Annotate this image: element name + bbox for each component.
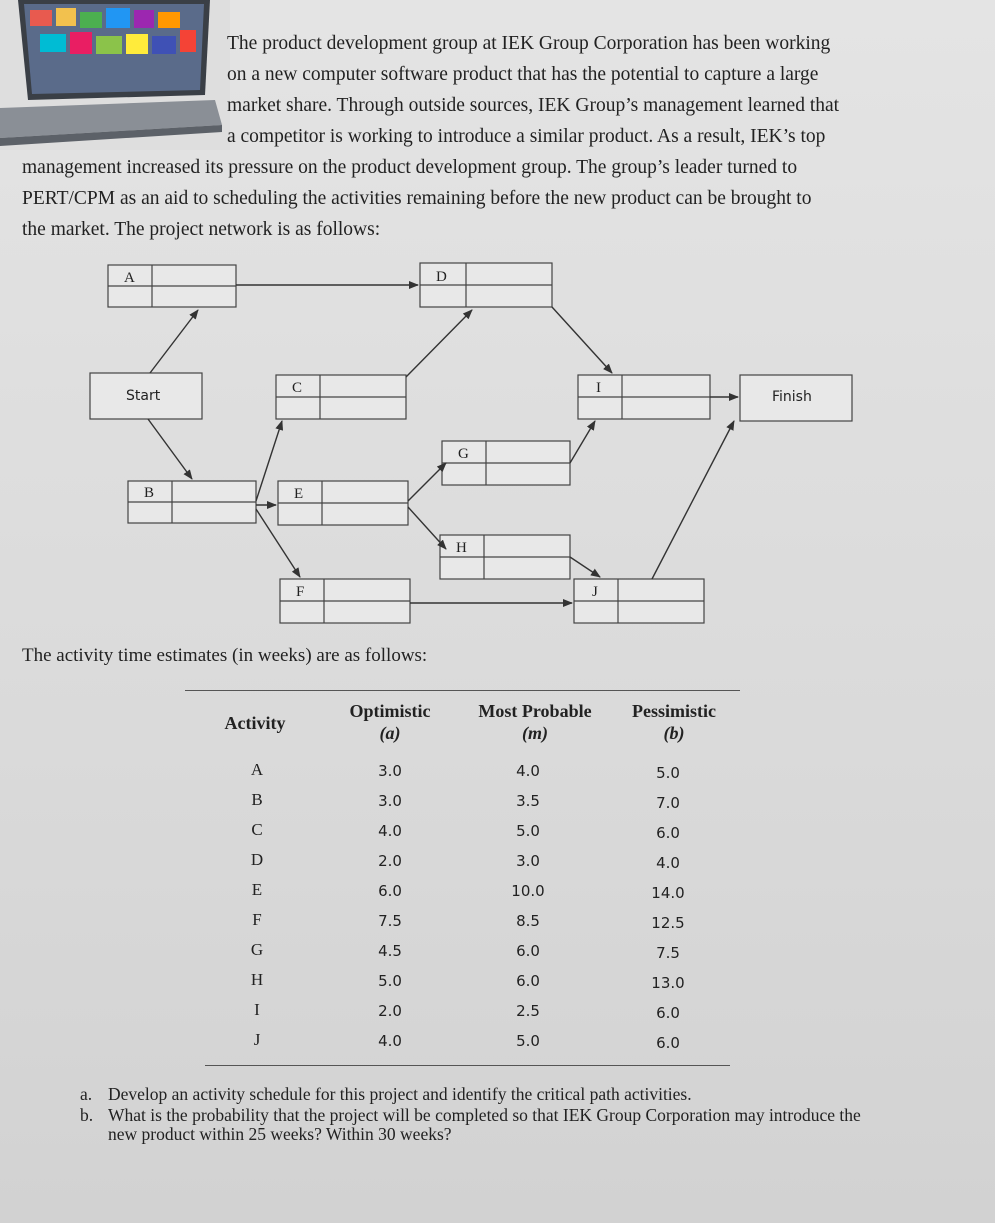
node-j-label: J bbox=[592, 584, 598, 600]
cell-most-probable: 6.0 bbox=[516, 942, 540, 960]
cell-optimistic: 7.5 bbox=[378, 912, 402, 930]
node-g-label: G bbox=[458, 446, 469, 462]
cell-activity: B bbox=[251, 790, 263, 809]
header-optimistic-label: Optimistic bbox=[349, 701, 431, 721]
question-a-label: a. bbox=[80, 1084, 93, 1104]
cell-optimistic: 2.0 bbox=[378, 852, 402, 870]
cell-activity: D bbox=[250, 850, 264, 869]
cell-pessimistic: 12.5 bbox=[651, 914, 685, 932]
header-most-probable-symbol: (m) bbox=[522, 723, 548, 743]
cell-pessimistic: 4.0 bbox=[656, 854, 680, 872]
cell-activity: H bbox=[250, 970, 264, 989]
arrow-start-b bbox=[148, 419, 192, 479]
cell-optimistic: 4.0 bbox=[378, 1032, 402, 1050]
arrow-e-h bbox=[408, 507, 446, 549]
header-most-probable bbox=[465, 700, 605, 744]
cell-optimistic: 3.0 bbox=[378, 792, 402, 810]
cell-most-probable: 4.0 bbox=[516, 762, 540, 780]
question-b-label: b. bbox=[80, 1105, 94, 1125]
cell-pessimistic: 6.0 bbox=[656, 1034, 680, 1052]
arrow-g-i bbox=[570, 421, 595, 463]
arrow-e-g bbox=[408, 463, 446, 501]
header-pessimistic-symbol: (b) bbox=[663, 723, 685, 743]
cell-activity: A bbox=[250, 760, 264, 779]
node-finish-label: Finish bbox=[772, 389, 812, 405]
header-most-probable-label: Most Probable bbox=[478, 701, 592, 721]
arrow-j-finish bbox=[652, 421, 734, 579]
node-f-label: F bbox=[296, 584, 305, 600]
cell-activity: E bbox=[251, 880, 263, 899]
cell-most-probable: 10.0 bbox=[511, 882, 545, 900]
node-c-label: C bbox=[292, 380, 303, 396]
question-a bbox=[80, 1085, 880, 1104]
question-b bbox=[80, 1106, 880, 1144]
node-a-label: A bbox=[124, 270, 135, 286]
node-d-label: D bbox=[436, 269, 447, 285]
cell-activity: I bbox=[254, 1000, 260, 1019]
arrow-start-a bbox=[150, 310, 198, 373]
table-bottom-rule bbox=[205, 1065, 730, 1066]
node-h-label: H bbox=[456, 540, 467, 556]
intro-line-5: management increased its pressure on the product development group. The group’s leader turned to bbox=[22, 157, 798, 178]
cell-most-probable: 5.0 bbox=[516, 822, 540, 840]
cell-most-probable: 5.0 bbox=[516, 1032, 540, 1050]
question-list bbox=[80, 1085, 880, 1146]
node-start-label: Start bbox=[126, 388, 161, 404]
cell-optimistic: 2.0 bbox=[378, 1002, 402, 1020]
header-pessimistic bbox=[617, 700, 731, 744]
intro-line-4: a competitor is working to introduce a similar product. As a result, IEK’s top bbox=[227, 126, 826, 147]
intro-line-7: the market. The project network is as follows: bbox=[22, 219, 381, 240]
cell-activity: G bbox=[250, 940, 264, 959]
intro-line-2: on a new computer software product that has the potential to capture a large bbox=[227, 64, 819, 85]
intro-line-3: market share. Through outside sources, IEK Group’s management learned that bbox=[227, 95, 840, 116]
header-activity: Activity bbox=[224, 713, 286, 733]
node-i-label: I bbox=[596, 380, 601, 396]
problem-intro bbox=[22, 28, 927, 245]
cell-most-probable: 2.5 bbox=[516, 1002, 540, 1020]
cell-pessimistic: 5.0 bbox=[656, 764, 680, 782]
arrow-d-i bbox=[552, 307, 612, 373]
cell-pessimistic: 7.5 bbox=[656, 944, 680, 962]
cell-activity: C bbox=[251, 820, 263, 839]
time-estimates-intro: The activity time estimates (in weeks) are as follows: bbox=[22, 645, 428, 666]
cell-optimistic: 4.0 bbox=[378, 822, 402, 840]
cell-most-probable: 8.5 bbox=[516, 912, 540, 930]
cell-pessimistic: 7.0 bbox=[656, 794, 680, 812]
node-b-label: B bbox=[144, 485, 155, 501]
cell-optimistic: 5.0 bbox=[378, 972, 402, 990]
project-network-diagram bbox=[0, 255, 995, 635]
cell-pessimistic: 6.0 bbox=[656, 1004, 680, 1022]
cell-optimistic: 3.0 bbox=[378, 762, 402, 780]
question-b-text: What is the probability that the project will be completed so that IEK Group Corporation may introduce the new product within 25 weeks? Within 30 weeks? bbox=[108, 1105, 861, 1144]
cell-optimistic: 4.5 bbox=[378, 942, 402, 960]
cell-most-probable: 3.0 bbox=[516, 852, 540, 870]
cell-activity: J bbox=[253, 1030, 261, 1049]
arrow-c-d bbox=[406, 310, 472, 377]
cell-pessimistic: 6.0 bbox=[656, 824, 680, 842]
cell-activity: F bbox=[252, 910, 262, 929]
header-optimistic bbox=[335, 700, 445, 744]
intro-line-6: PERT/CPM as an aid to scheduling the activities remaining before the new product can be brought to bbox=[22, 188, 812, 209]
cell-pessimistic: 13.0 bbox=[651, 974, 685, 992]
cell-most-probable: 3.5 bbox=[516, 792, 540, 810]
cell-most-probable: 6.0 bbox=[516, 972, 540, 990]
table-top-rule bbox=[185, 690, 740, 691]
cell-pessimistic: 14.0 bbox=[651, 884, 685, 902]
arrow-h-j bbox=[570, 557, 600, 577]
node-e-label: E bbox=[294, 486, 304, 502]
header-pessimistic-label: Pessimistic bbox=[632, 701, 716, 721]
question-a-text: Develop an activity schedule for this project and identify the critical path activities. bbox=[108, 1084, 692, 1104]
intro-line-1: The product development group at IEK Group Corporation has been working bbox=[227, 33, 831, 54]
header-optimistic-symbol: (a) bbox=[379, 723, 401, 743]
cell-optimistic: 6.0 bbox=[378, 882, 402, 900]
